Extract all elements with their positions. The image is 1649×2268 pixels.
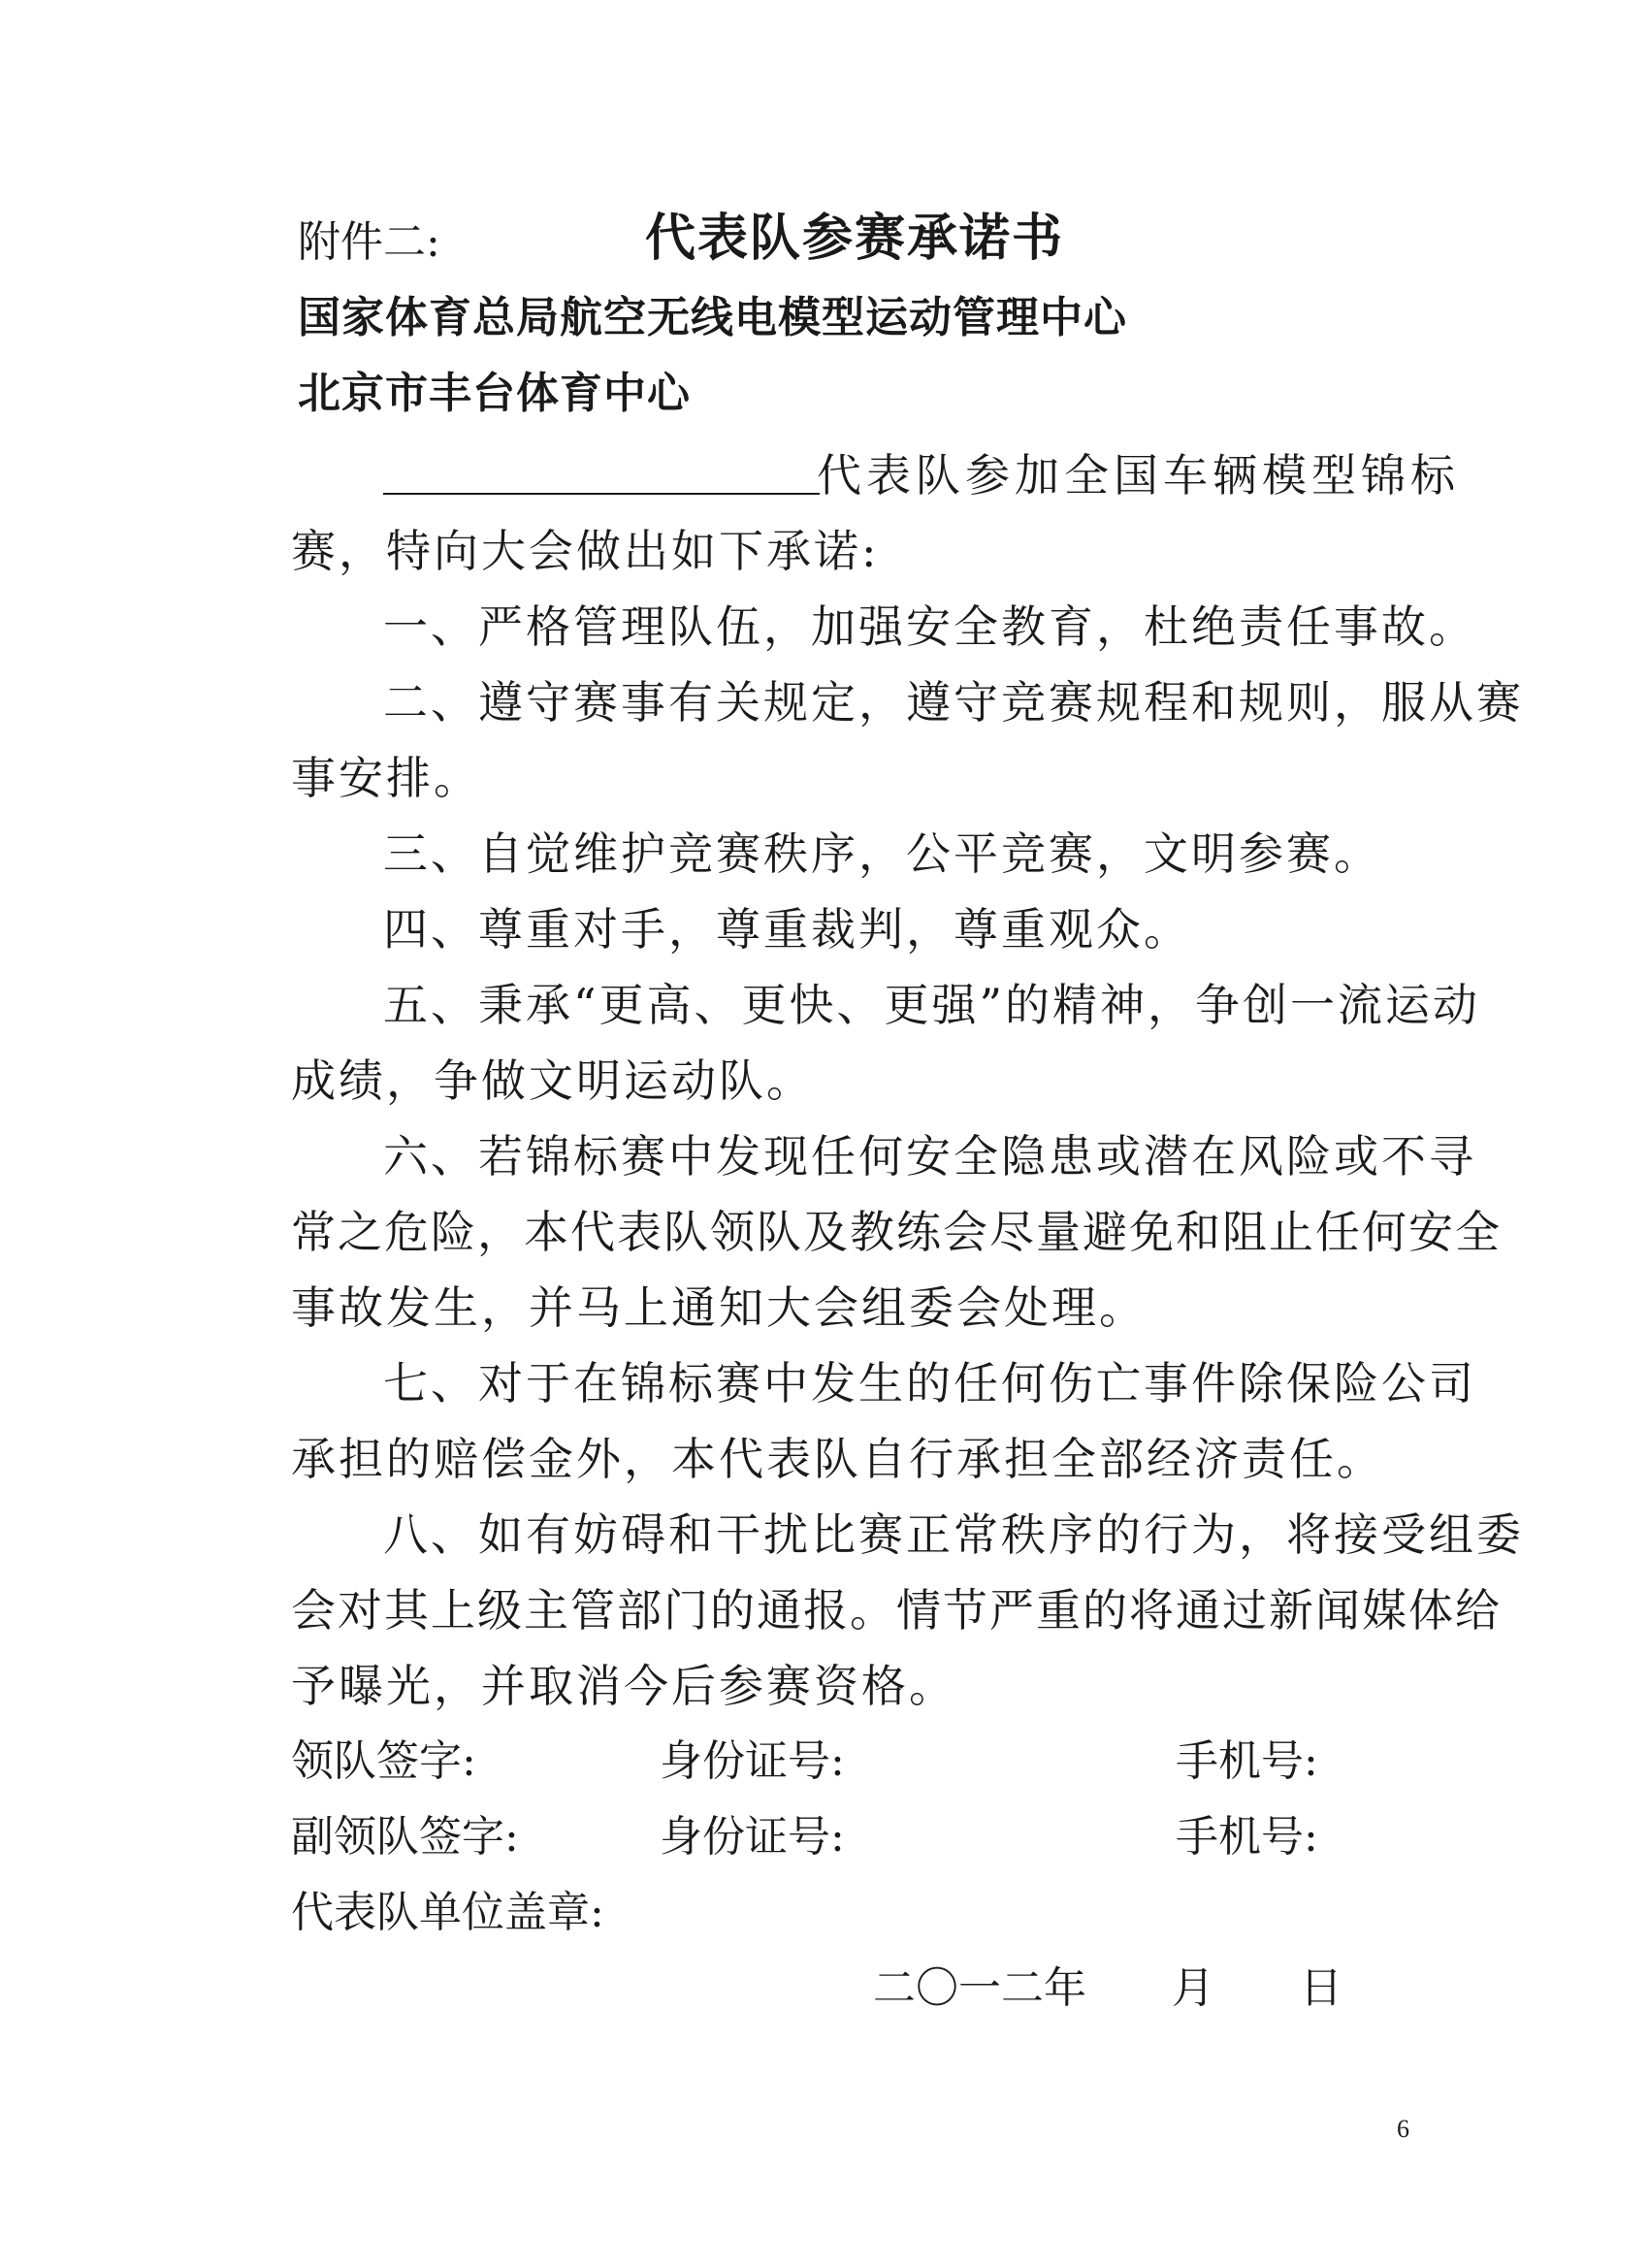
leader-id-label: 身份证号: [660,1736,845,1786]
clause-8-cont-2: 予曝光，并取消今后参赛资格。 [291,1660,956,1712]
deputy-phone-label: 手机号: [1176,1812,1318,1862]
clause-2-cont: 事安排。 [291,752,481,804]
addressee-2: 北京市丰台体育中心 [298,369,691,418]
clause-3: 三、自觉维护竞赛秩序，公平竞赛，文明参赛。 [383,827,1381,880]
date-line: 二〇一二年 月 日 [873,1963,1342,2013]
leader-phone-label: 手机号: [1176,1736,1318,1786]
deputy-sign-label: 副领队签字: [291,1812,519,1862]
page-number: 6 [1397,2115,1409,2143]
addressee-1: 国家体育总局航空无线电模型运动管理中心 [298,293,1127,342]
clause-6-cont-2: 事故发生，并马上通知大会组委会处理。 [291,1281,1147,1334]
clause-4: 四、尊重对手，尊重裁判，尊重观众。 [383,903,1191,956]
deputy-id-label: 身份证号: [660,1812,845,1862]
clause-7: 七、对于在锦标赛中发生的任何伤亡事件除保险公司 [383,1357,1476,1409]
clause-5-cont: 成绩，争做文明运动队。 [291,1054,814,1107]
intro-line-2: 赛，特向大会做出如下承诺: [291,525,880,577]
leader-sign-label: 领队签字: [291,1736,476,1786]
clause-8: 八、如有妨碍和干扰比赛正常秩序的行为，将接受组委 [383,1508,1524,1561]
clause-6-cont-1: 常之危险，本代表队领队及教练会尽量避免和阻止任何安全 [291,1206,1502,1258]
clause-2: 二、遵守赛事有关规定，遵守竞赛规程和规则，服从赛 [383,676,1524,729]
document-title: 代表队参赛承诺书 [645,209,1065,268]
clause-1: 一、严格管理队伍，加强安全教育，杜绝责任事故。 [383,600,1476,653]
clause-8-cont-1: 会对其上级主管部门的通报。情节严重的将通过新闻媒体给 [291,1584,1502,1636]
team-name-blank [383,493,820,495]
seal-label: 代表队单位盖章: [291,1888,604,1937]
intro-line-1: 代表队参加全国车辆模型锦标 [817,449,1460,502]
attachment-label: 附件二: [298,217,440,267]
clause-6: 六、若锦标赛中发现任何安全隐患或潜在风险或不寻 [383,1130,1476,1183]
clause-5: 五、秉承“更高、更快、更强”的精神，争创一流运动 [383,979,1481,1031]
clause-7-cont: 承担的赔偿金外，本代表队自行承担全部经济责任。 [291,1433,1384,1485]
